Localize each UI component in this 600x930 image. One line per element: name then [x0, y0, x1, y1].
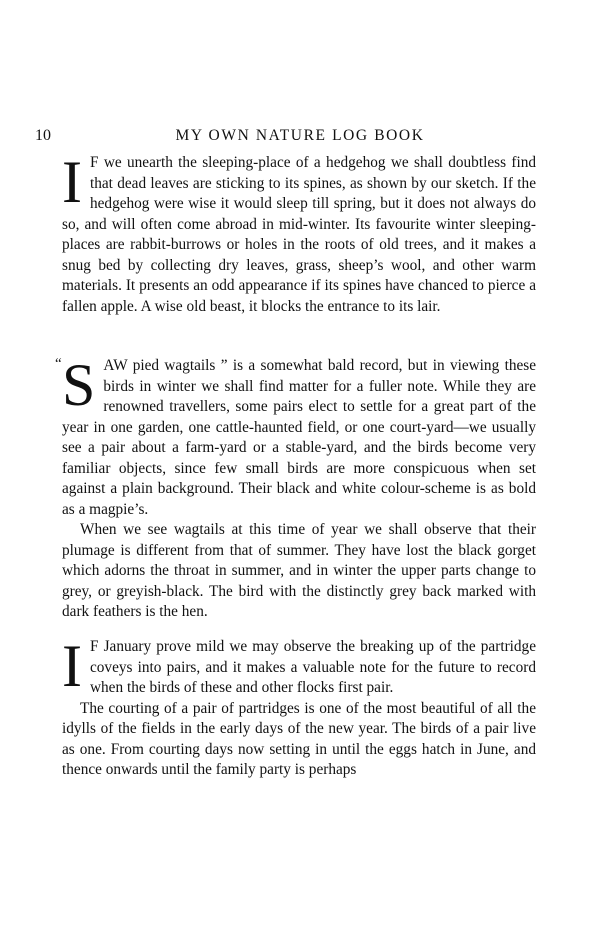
drop-cap: S: [62, 352, 96, 418]
paragraph: F we unearth the sleeping-place of a hedgehog we shall doubtless find that dead leaves are sticking to its spines, as shown by our sketch. If the hedgehog were wise it would sleep till spring, but it does not always do so, and will often come abroad in mid-winter. Its favourite winter sleeping-places are rabbit-burrows or holes in the roots of old trees, and it makes a snug bed by collecting dry leaves, grass, sheep’s wool, and other warm materials. It presents an odd appearance if its spines have chanced to pierce a fallen apple. A wise old beast, it blocks the entrance to its lair.: [62, 154, 536, 315]
drop-cap: I: [62, 633, 82, 699]
page-header: [35, 127, 565, 149]
section-partridges: [62, 633, 536, 781]
paragraph: When we see wagtails at this time of year we shall observe that their plumage is different from that of summer. They have lost the black gorget which adorns the throat in summer, and in winter the upper parts change to grey, or greyish-black. The bird with the distinctly grey back marked with dark feathers is the hen.: [62, 521, 536, 620]
paragraph: AW pied wagtails ” is a somewhat bald record, but in viewing these birds in winter we shall find matter for a fuller note. While they are renowned travellers, some pairs elect to settle for a great part of the year in one garden, one cattle-haunted field, or one court-yard—we usually see a pair about a farm-yard or a stable-yard, and the birds become very familiar objects, since few small birds are more conspicuous when set against a plain background. Their black and white colour-scheme is as bold as a magpie’s.: [62, 357, 536, 518]
page-number: 10: [35, 127, 51, 144]
section-wagtails: [55, 352, 536, 623]
paragraph: The courting of a pair of partridges is one of the most beautiful of all the idylls of the fields in the early days of the new year. The birds of a pair live as one. From courting days now setting in until the eggs hatch in June, and thence onwards until the family party is perhaps: [62, 699, 536, 778]
section-hedgehog: [62, 149, 536, 317]
paragraph: F January prove mild we may observe the breaking up of the partridge coveys into pairs, and it makes a valuable note for the future to record when the birds of these and other flocks first pair.: [89, 638, 536, 696]
running-title: MY OWN NATURE LOG BOOK: [175, 127, 425, 144]
drop-cap: I: [62, 149, 82, 215]
open-quote: “: [55, 356, 62, 372]
